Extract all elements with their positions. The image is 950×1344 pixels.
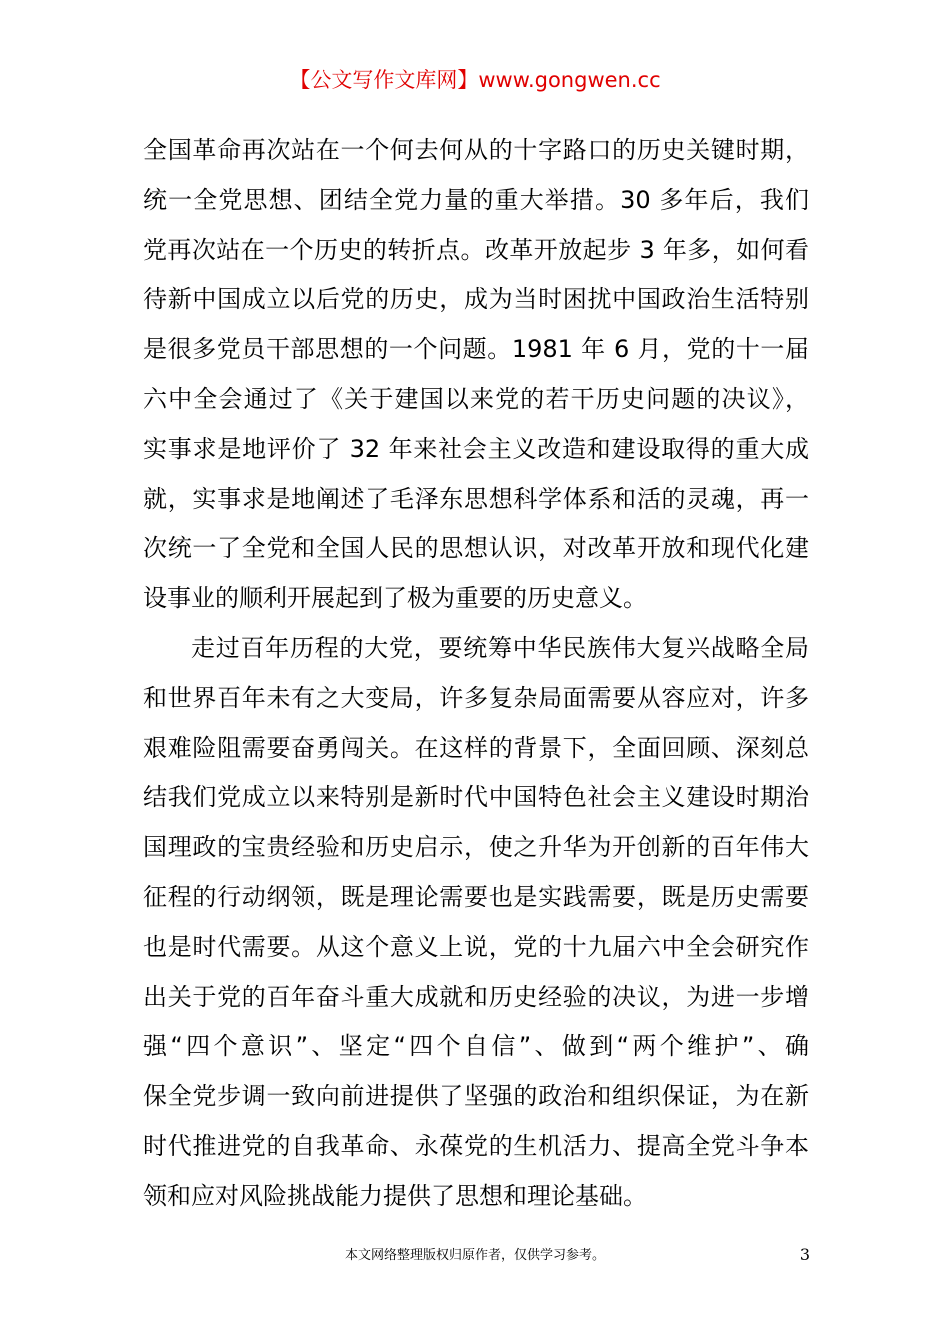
text-line: 次统一了全党和全国人民的思想认识，对改革开放和现代化建 xyxy=(143,534,809,563)
text-line: 就，实事求是地阐述了毛泽东思想科学体系和活的灵魂，再一 xyxy=(143,484,809,513)
text-line: 统一全党思想、团结全党力量的重大举措。30 多年后，我们 xyxy=(143,185,809,214)
text-line: 征程的行动纲领，既是理论需要也是实践需要，既是历史需要 xyxy=(143,882,809,911)
footer-note: 本文网络整理版权归原作者，仅供学习参考。 xyxy=(344,1248,605,1263)
text-line: 结我们党成立以来特别是新时代中国特色社会主义建设时期治 xyxy=(143,783,809,812)
text-line: 设事业的顺利开展起到了极为重要的历史意义。 xyxy=(143,584,647,613)
page-number: 3 xyxy=(799,1245,810,1264)
text-line: 出关于党的百年奋斗重大成就和历史经验的决议，为进一步增 xyxy=(143,982,809,1011)
text-line: 国理政的宝贵经验和历史启示，使之升华为开创新的百年伟大 xyxy=(143,833,809,862)
text-line: 领和应对风险挑战能力提供了思想和理论基础。 xyxy=(143,1181,647,1210)
text-line: 全国革命再次站在一个何去何从的十字路口的历史关键时期， xyxy=(143,136,809,164)
text-line: 实事求是地评价了 32 年来社会主义改造和建设取得的重大成 xyxy=(143,434,809,463)
paragraph-2 xyxy=(143,624,809,1222)
text-line: 艰难险阻需要奋勇闯关。在这样的背景下，全面回顾、深刻总 xyxy=(143,733,809,762)
text-line: 保全党步调一致向前进提供了坚强的政治和组织保证，为在新 xyxy=(143,1082,809,1111)
text-line: 和世界百年未有之大变局，许多复杂局面需要从容应对，许多 xyxy=(143,683,809,712)
text-line: 时代推进党的自我革命、永葆党的生机活力、提高全党斗争本 xyxy=(143,1131,809,1160)
text-line: 走过百年历程的大党，要统筹中华民族伟大复兴战略全局 xyxy=(191,633,809,662)
text-line: 是很多党员干部思想的一个问题。1981 年 6 月，党的十一届 xyxy=(143,335,809,364)
site-header: 【公文写作文库网】www.gongwen.cc xyxy=(289,68,661,92)
document-body xyxy=(143,126,809,1222)
text-line: 六中全会通过了《关于建国以来党的若干历史问题的决议》， xyxy=(143,384,809,413)
text-line: 待新中国成立以后党的历史，成为当时困扰中国政治生活特别 xyxy=(143,285,809,314)
text-line: 强“四个意识”、坚定“四个自信”、做到“两个维护”、确 xyxy=(143,1032,809,1061)
paragraph-1 xyxy=(143,126,809,624)
text-line: 也是时代需要。从这个意义上说，党的十九届六中全会研究作 xyxy=(143,932,809,961)
text-line: 党再次站在一个历史的转折点。改革开放起步 3 年多，如何看 xyxy=(143,235,809,264)
